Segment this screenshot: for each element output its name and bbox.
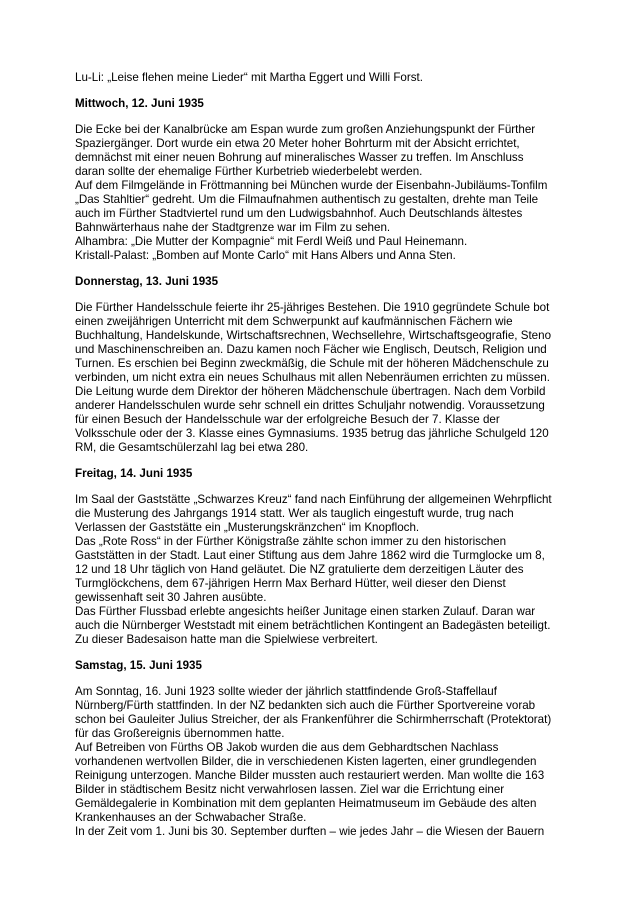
text-line: Volksschule oder der 3. Klasse eines Gymnasiums. 1935 betrug das jährliche Schulgeld 120 <box>75 427 549 440</box>
text-line: verbinden, um nicht extra ein neues Schulhaus mit allen Nebenräumen errichten zu müssen. <box>75 371 550 384</box>
text-line: anderer Handelsschulen wurde sehr schnell ein drittes Schuljahr notwendig. Voraussetzung <box>75 399 545 412</box>
paragraph <box>75 71 595 85</box>
text-line: RM, die Gesamtschülerzahl lag bei etwa 280. <box>75 441 309 454</box>
text-line: schon bei Gauleiter Julius Streicher, der als Frankenführer die Schirmherrschaft (Protektorat) <box>75 713 552 726</box>
text-line: auch die Nürnberger Weststadt mit einem beträchtlichen Kontingent an Badegästen beteiligt. <box>75 619 551 632</box>
text-line: Auf Betreiben von Fürths OB Jakob wurden die aus dem Gebhardtschen Nachlass <box>75 741 499 754</box>
text-line: Im Saal der Gaststätte „Schwarzes Kreuz“ fand nach Einführung der allgemeinen Wehrpflicht <box>75 493 552 506</box>
text-line: Am Sonntag, 16. Juni 1923 sollte wieder der jährlich stattfindende Groß-Staffellauf <box>75 685 497 698</box>
text-line: Gaststätten in der Stadt. Laut einer Stiftung aus dem Jahre 1862 wird die Turmglocke um 8, <box>75 549 545 562</box>
text-line: Die Fürther Handelsschule feierte ihr 25-jähriges Bestehen. Die 1910 gegründete Schule bot <box>75 301 550 314</box>
date-heading: Samstag, 15. Juni 1935 <box>75 659 202 672</box>
text-line: demnächst mit einer neuen Bohrung auf mineralisches Wasser zu treffen. Im Anschluss <box>75 151 524 164</box>
text-line: daran sollte der ehemalige Fürther Kurbetrieb wiederbelebt werden. <box>75 165 423 178</box>
text-line: Krankenhauses an der Schwabacher Straße. <box>75 811 307 824</box>
text-line: für das Großereignis übernommen hatte. <box>75 727 285 740</box>
text-line: Auf dem Filmgelände in Fröttmanning bei München wurde der Eisenbahn-Jubiläums-Tonfilm <box>75 179 548 192</box>
text-line: Bahnwärterhaus nahe der Stadtgrenze war im Film zu sehen. <box>75 221 391 234</box>
text-line: Bilder in städtischem Besitz nicht verwahrlosen lassen. Ziel war die Errichtung einer <box>75 783 505 796</box>
text-line: Kristall-Palast: „Bomben auf Monte Carlo“ mit Hans Albers und Anna Sten. <box>75 249 456 262</box>
text-line: einen zweijährigen Unterricht mit dem Schwerpunkt auf kaufmännischen Fächern wie <box>75 315 513 328</box>
text-line: Zu dieser Badesaison hatte man die Spielwiese verbreitert. <box>75 633 378 646</box>
text-line: auch im Fürther Stadtviertel rund um den Ludwigsbahnhof. Auch Deutschlands ältestes <box>75 207 523 220</box>
text-line: Die Leitung wurde dem Direktor der höheren Mädchenschule übertragen. Nach dem Vorbild <box>75 385 546 398</box>
text-line: gewissenhaft seit 30 Jahren ausübte. <box>75 591 267 604</box>
text-line: Gemäldegalerie in Kombination mit dem geplanten Heimatmuseum im Gebäude des alten <box>75 797 537 810</box>
text-line: Turnen. Es erschien bei Beginn zweckmäßig, die Schule mit der höheren Mädchenschule zu <box>75 357 549 370</box>
date-heading: Freitag, 14. Juni 1935 <box>75 467 193 480</box>
text-line: die Musterung des Jahrgangs 1914 statt. Wer als tauglich eingestuft wurde, trug nach <box>75 507 514 520</box>
text-line: vorhandenen wertvollen Bilder, die in verschiedenen Kisten lagerten, einer grundlegenden <box>75 755 537 768</box>
text-line: und Maschinenschreiben an. Dazu kamen noch Fächer wie Englisch, Deutsch, Religion und <box>75 343 547 356</box>
date-heading: Donnerstag, 13. Juni 1935 <box>75 275 219 288</box>
paragraph <box>75 685 595 839</box>
text-line: Die Ecke bei der Kanalbrücke am Espan wurde zum großen Anziehungspunkt der Fürther <box>75 123 536 136</box>
document-content <box>75 71 595 851</box>
text-line: Buchhaltung, Handelskunde, Wirtschaftsrechnen, Wechsellehre, Wirtschaftsgeografie, Steno <box>75 329 552 342</box>
text-line: Das Fürther Flussbad erlebte angesichts heißer Junitage einen starken Zulauf. Daran war <box>75 605 536 618</box>
text-line: Das „Rote Ross“ in der Fürther Königstraße zählte schon immer zu den historischen <box>75 535 507 548</box>
text-line: Nürnberg/Fürth stattfinden. In der NZ bedankten sich auch die Fürther Sportvereine vorab <box>75 699 536 712</box>
paragraph <box>75 123 595 263</box>
text-line: für einen Besuch der Handelsschule war der erfolgreiche Besuch der 7. Klasse der <box>75 413 500 426</box>
text-line: Alhambra: „Die Mutter der Kompagnie“ mit Ferdl Weiß und Paul Heinemann. <box>75 235 468 248</box>
text-line: Reinigung unterzogen. Manche Bilder mussten auch restauriert werden. Man wollte die 163 <box>75 769 545 782</box>
text-line: Spaziergänger. Dort wurde ein etwa 20 Meter hoher Bohrturm mit der Absicht errichtet, <box>75 137 520 150</box>
text-line: In der Zeit vom 1. Juni bis 30. September durften – wie jedes Jahr – die Wiesen der Bauern <box>75 825 545 838</box>
text-line: „Das Stahltier“ gedreht. Um die Filmaufnahmen authentisch zu gestalten, drehte man Teile <box>75 193 539 206</box>
date-heading: Mittwoch, 12. Juni 1935 <box>75 97 204 110</box>
text-line: 12 und 18 Uhr täglich von Hand geläutet. Die NZ gratulierte dem derzeitigen Läuter des <box>75 563 524 576</box>
paragraph <box>75 301 595 455</box>
text-line: Turmglöckchens, dem 67-jährigen Herrn Max Berhard Hütter, weil dieser den Dienst <box>75 577 506 590</box>
paragraph <box>75 493 595 647</box>
text-line: Verlassen der Gaststätte ein „Musterungskränzchen“ im Knopfloch. <box>75 521 420 534</box>
text-line: Lu-Li: „Leise flehen meine Lieder“ mit Martha Eggert und Willi Forst. <box>75 71 423 84</box>
